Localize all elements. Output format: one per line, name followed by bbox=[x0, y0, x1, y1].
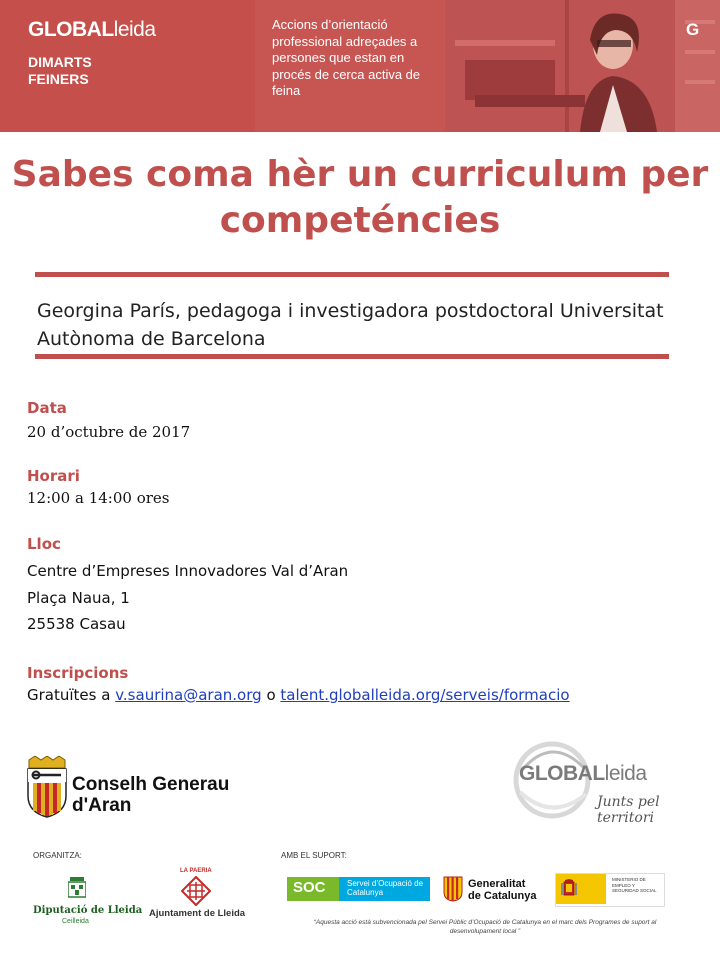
header-photo bbox=[445, 0, 720, 132]
place-label: Lloc bbox=[27, 535, 61, 553]
place-line2: Plaça Naua, 1 bbox=[27, 589, 130, 607]
brand-bold: GLOBAL bbox=[28, 18, 114, 41]
title-line2: competéncies bbox=[219, 200, 501, 241]
generalitat-emblem-icon bbox=[443, 876, 463, 906]
divider-top bbox=[35, 272, 669, 277]
conselh-shield-icon bbox=[25, 756, 69, 822]
generalitat-line1: Generalitat bbox=[468, 878, 526, 890]
conselh-generau-logo-text bbox=[72, 774, 229, 816]
speaker-info: Georgina París, pedagoga i investigadora postdoctoral Universitat Autònoma de Barcelona bbox=[37, 300, 664, 350]
woman-laptop-illustration bbox=[445, 0, 720, 132]
ministerio-text: MINISTERIO DE EMPLEO Y SEGURIDAD SOCIAL bbox=[612, 877, 657, 893]
brand-light: leida bbox=[113, 18, 156, 41]
generalitat-line2: de Catalunya bbox=[468, 890, 537, 902]
divider-bottom bbox=[35, 354, 669, 359]
days-line1: DIMARTS bbox=[28, 54, 92, 70]
signup-or: o bbox=[261, 686, 281, 704]
header-brand-logo bbox=[28, 18, 156, 42]
paeria-label: LA PAERIA bbox=[180, 868, 212, 874]
diputacio-emblem-icon bbox=[68, 877, 86, 905]
conselh-line2: d'Aran bbox=[72, 795, 132, 816]
header-days bbox=[28, 54, 92, 88]
soc-full: Servei d’Ocupació de Catalunya bbox=[347, 879, 424, 897]
globalleida-logo-text bbox=[519, 762, 647, 786]
paeria-emblem-icon bbox=[181, 876, 211, 910]
generalitat-name bbox=[468, 878, 548, 902]
global-light: leida bbox=[604, 762, 647, 785]
signup-email-link[interactable]: v.saurina@aran.org bbox=[115, 686, 262, 704]
signup-url-link[interactable]: talent.globalleida.org/serveis/formacio bbox=[280, 686, 570, 704]
conselh-line1: Conselh Generau bbox=[72, 774, 230, 795]
funding-footnote: “Aquesta acció està subvencionada pel Servei Públic d’Ocupació de Catalunya en el marc dels Programes de suport al desenvolupament local ” bbox=[313, 919, 657, 935]
diputacio-sub: Ceilleida bbox=[62, 918, 89, 925]
title-line1: Sabes coma hèr un curriculum per bbox=[11, 154, 709, 195]
signup-line bbox=[27, 686, 570, 704]
page-title bbox=[0, 152, 720, 244]
header-corner-letter: G bbox=[686, 20, 700, 39]
header-description: Accions d’orientació professional adreçades a persones que estan en procés de cerca activa de feina bbox=[272, 17, 421, 98]
signup-prefix: Gratuïtes a bbox=[27, 686, 116, 704]
time-value: 12:00 a 14:00 ores bbox=[27, 489, 170, 507]
date-value: 20 d’octubre de 2017 bbox=[27, 423, 191, 441]
organitza-label: ORGANITZA: bbox=[33, 851, 82, 860]
place-line3: 25538 Casau bbox=[27, 615, 126, 633]
diputacio-name: Diputació de Lleida bbox=[33, 905, 143, 916]
days-line2: FEINERS bbox=[28, 71, 89, 87]
globalleida-tagline: Junts pel territori bbox=[597, 794, 660, 826]
global-bold: GLOBAL bbox=[519, 762, 605, 785]
ajuntament-name: Ajuntament de Lleida bbox=[149, 908, 246, 919]
place-line1: Centre d’Empreses Innovadores Val d’Aran bbox=[27, 562, 349, 580]
signup-label: Inscripcions bbox=[27, 664, 129, 682]
spain-crest-icon bbox=[561, 879, 577, 903]
suport-label: AMB EL SUPORT: bbox=[281, 851, 347, 860]
soc-short: SOC bbox=[293, 879, 326, 896]
time-label: Horari bbox=[27, 467, 80, 485]
date-label: Data bbox=[27, 399, 67, 417]
